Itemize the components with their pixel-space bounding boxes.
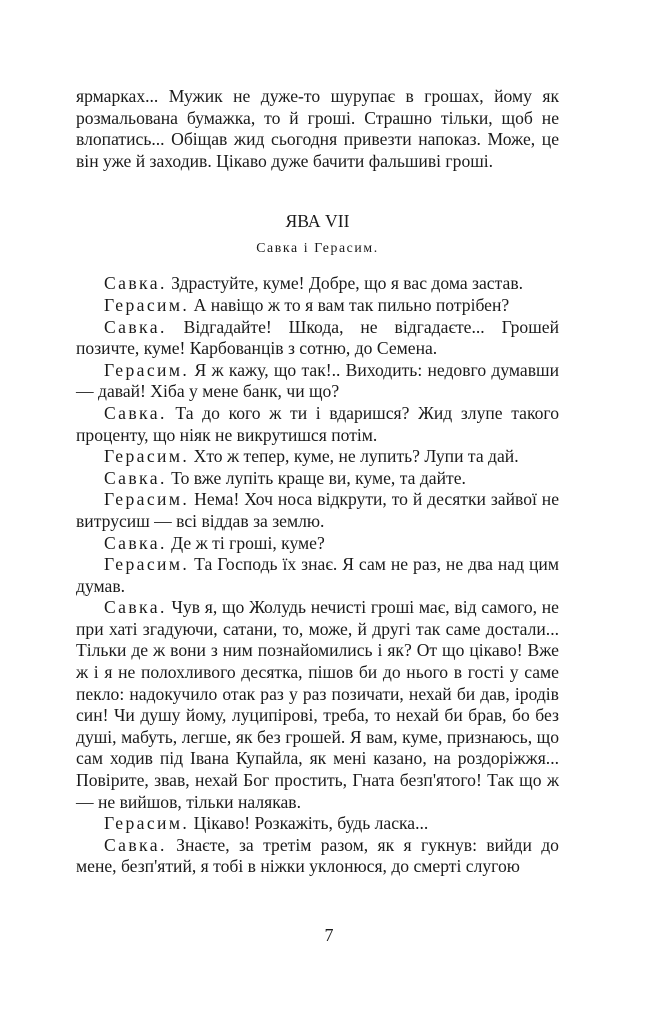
speaker-name: Савка. — [104, 834, 167, 855]
speaker-name: Савка. — [104, 273, 167, 294]
speaker-name: Савка. — [104, 597, 167, 618]
line-text: Та до кого ж ти і вдаришся? Жид злупе такого проценту, що ніяк не викрутишся потім. — [76, 402, 559, 445]
line-text: Де ж ті гроші, куме? — [171, 532, 325, 553]
line-text: Я ж кажу, що так!.. Виходить: недовго думавши — давай! Хіба у мене банк, чи що? — [76, 359, 559, 402]
line-text: Цікаво! Розкажіть, будь ласка... — [193, 813, 429, 834]
dialogue-line — [76, 489, 559, 532]
scene-title: ЯВА VII — [285, 211, 350, 232]
dialogue-line — [76, 295, 559, 317]
speaker-name: Герасим. — [104, 554, 190, 575]
speaker-name: Герасим. — [104, 359, 190, 380]
page-number: 7 — [324, 925, 334, 945]
speaker-name: Савка. — [104, 316, 167, 337]
speaker-name: Герасим. — [104, 446, 190, 467]
page-body — [76, 86, 559, 878]
speaker-name: Савка. — [104, 467, 167, 488]
line-text: То вже лупіть краще ви, куме, та дайте. — [171, 467, 466, 488]
dialogue-line — [76, 273, 559, 295]
speaker-name: Герасим. — [104, 294, 190, 315]
opening-paragraph: ярмарках... Мужик не дуже-то шурупає в грошах, йому як розмальована бумажка, то й гроші. Страшно тільки, щоб не влопатись... Обіщав жид сьогодня привезти напоказ. Може, це він уже й заходив. Цікаво дуже бачити фальшиві гроші. — [76, 86, 559, 171]
dialogue — [76, 273, 559, 878]
line-text: Здрастуйте, куме! Добре, що я вас дома застав. — [171, 273, 524, 294]
line-text: Відгадайте! Шкода, не відгадаєте... Грошей позичте, куме! Карбованців з сотню, до Семена. — [76, 316, 559, 359]
line-text: Чув я, що Жолудь нечисті гроші має, від самого, не при хаті згадуючи, сатани, то, може, й другі так саме достали... Тільки де ж вони з ним познайомились і як? От що цікаво! Вже ж і я не полохливого десятка, пішов би до нього в гості у саме пекло: надокучило отак раз у раз позичати, нехай би дав, іродів син! Чи душу йому, луципірові, треба, то нехай би брав, бо без душі, мабуть, легше, як без грошей. Я вам, куме, признаюсь, що сам ходив під Івана Купайла, як мені казано, на роздоріжжя... Повірите, звав, нехай Бог простить, Гната безп'ятого! Так що ж — не вийшов, тільки налякав. — [76, 597, 559, 812]
dialogue-line — [76, 317, 559, 360]
dialogue-line — [76, 468, 559, 490]
speaker-name: Герасим. — [104, 489, 190, 510]
dialogue-line — [76, 533, 559, 555]
dialogue-line — [76, 554, 559, 597]
dialogue-line — [76, 446, 559, 468]
scene-cast: Савка і Герасим. — [256, 240, 379, 256]
line-text: Хто ж тепер, куме, не лупить? Лупи та дай. — [193, 446, 519, 467]
line-text: Нема! Хоч носа відкрути, то й десятки зайвої не витрусиш — всі віддав за землю. — [76, 489, 559, 531]
line-text: А навіщо ж то я вам так пильно потрібен? — [193, 294, 510, 315]
speaker-name: Савка. — [104, 402, 167, 423]
dialogue-line — [76, 835, 559, 878]
speaker-name: Герасим. — [104, 813, 190, 834]
dialogue-line — [76, 813, 559, 835]
line-text: Та Господь їх знає. Я сам не раз, не два над цим думав. — [76, 554, 559, 596]
dialogue-line — [76, 597, 559, 813]
line-text: Знаєте, за третім разом, як я гукнув: вийди до мене, безп'ятий, я тобі в ніжки уклонюся, до смерті слугою — [76, 834, 559, 877]
dialogue-line — [76, 403, 559, 446]
dialogue-line — [76, 360, 559, 403]
speaker-name: Савка. — [104, 532, 167, 553]
